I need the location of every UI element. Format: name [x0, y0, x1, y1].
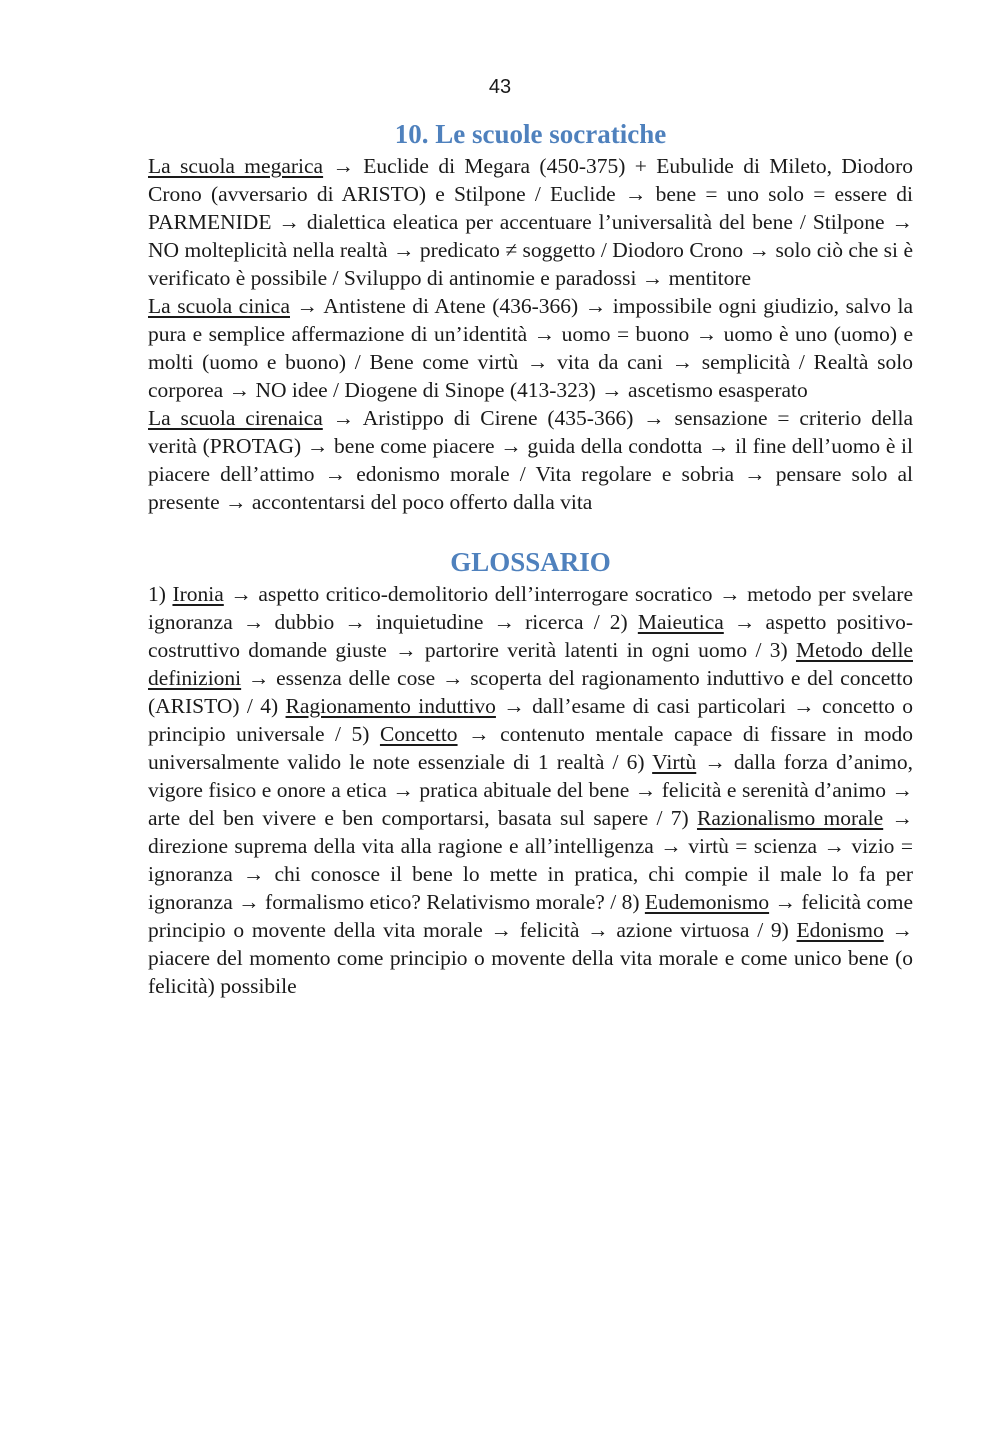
term-scuola-cirenaica: La scuola cirenaica	[148, 406, 323, 430]
glossary-num: 3)	[769, 638, 796, 662]
glossary-text: → piacere del momento come principio o movente della vita morale e come unico bene (o felicità) possibile	[148, 918, 913, 998]
glossary-text: → aspetto critico-demolitorio dell’interrogare socratico → metodo per svelare ignoranza → dubbio → inquietudine → ricerca /	[148, 582, 913, 634]
glossary-num: 5)	[351, 722, 380, 746]
term-scuola-megarica: La scuola megarica	[148, 154, 324, 178]
glossary-text: → direzione suprema della vita alla ragione e all’intelligenza → virtù = scienza → vizio = ignoranza → chi conosce il bene lo mette in pratica, chi compie il male lo fa per ignoranza → formalismo etico? Relativismo morale? /	[148, 806, 913, 914]
glossary-term-virtu: Virtù	[652, 750, 697, 774]
glossary-paragraph	[148, 580, 913, 1000]
glossary-text: → dall’esame di casi particolari → concetto o principio universale /	[148, 694, 913, 746]
paragraph-megarica	[148, 152, 913, 292]
glossary-term-ironia: Ironia	[172, 582, 224, 606]
glossary-num: 4)	[260, 694, 286, 718]
glossary-num: 2)	[609, 610, 638, 634]
paragraph-text: → Euclide di Megara (450-375) + Eubulide di Mileto, Diodoro Crono (avversario di ARISTO) e Stilpone / Euclide → bene = uno solo = essere di PARMENIDE → dialettica eleatica per accentuare l’universalità del bene / Stilpone → NO molteplicità nella realtà → predicato ≠ soggetto / Diodoro Crono → solo ciò che si è verificato è possibile / Sviluppo di antinomie e paradossi → mentitore	[148, 154, 913, 290]
glossary-term-ragionamento-induttivo: Ragionamento induttivo	[285, 694, 496, 718]
glossary-term-metodo-definizioni: Metodo delle definizioni	[148, 638, 913, 690]
paragraph-text: → Antistene di Atene (436-366) → impossibile ogni giudizio, salvo la pura e semplice affermazione di un’identità → uomo = buono → uomo è uno (uomo) e molti (uomo e buono) / Bene come virtù → vita da cani → semplicità / Realtà solo corporea → NO idee / Diogene di Sinope (413-323) → ascetismo esasperato	[148, 294, 913, 402]
paragraph-cinica	[148, 292, 913, 404]
glossary-term-razionalismo-morale: Razionalismo morale	[696, 806, 884, 830]
glossary-title: GLOSSARIO	[450, 547, 611, 577]
glossary-term-eudemonismo: Eudemonismo	[644, 890, 770, 914]
glossary-text: → aspetto positivo-costruttivo domande giuste → partorire verità latenti in ogni uomo /	[148, 610, 913, 662]
glossary-num: 8)	[621, 890, 645, 914]
glossary-term-edonismo: Edonismo	[796, 918, 884, 942]
glossary-text: → essenza delle cose → scoperta del ragionamento induttivo e del concetto (ARISTO) /	[148, 666, 913, 718]
glossary-num: 1)	[148, 582, 173, 606]
glossary-num: 6)	[626, 750, 653, 774]
glossary-num: 7)	[670, 806, 697, 830]
glossary-text: → felicità come principio o movente della vita morale → felicità → azione virtuosa /	[148, 890, 914, 942]
paragraph-text: → Aristippo di Cirene (435-366) → sensazione = criterio della verità (PROTAG) → bene come piacere → guida della condotta → il fine dell’uomo è il piacere dell’attimo → edonismo morale / Vita regolare e sobria → pensare solo al presente → accontentarsi del poco offerto dalla vita	[148, 406, 913, 514]
paragraph-cirenaica	[148, 404, 913, 516]
page-number: 43	[488, 76, 512, 98]
section-title: 10. Le scuole socratiche	[394, 119, 667, 149]
glossary-text: → dalla forza d’animo, vigore fisico e onore a etica → pratica abituale del bene → felicità e serenità d’animo → arte del ben vivere e ben comportarsi, basata sul sapere /	[148, 750, 913, 830]
glossary-term-maieutica: Maieutica	[637, 610, 724, 634]
glossary-text: → contenuto mentale capace di fissare in modo universalmente valido le note essenziale di 1 realtà /	[148, 722, 914, 774]
page-content	[148, 116, 913, 1000]
glossary-term-concetto: Concetto	[379, 722, 458, 746]
glossary-num: 9)	[770, 918, 797, 942]
term-scuola-cinica: La scuola cinica	[148, 294, 290, 318]
